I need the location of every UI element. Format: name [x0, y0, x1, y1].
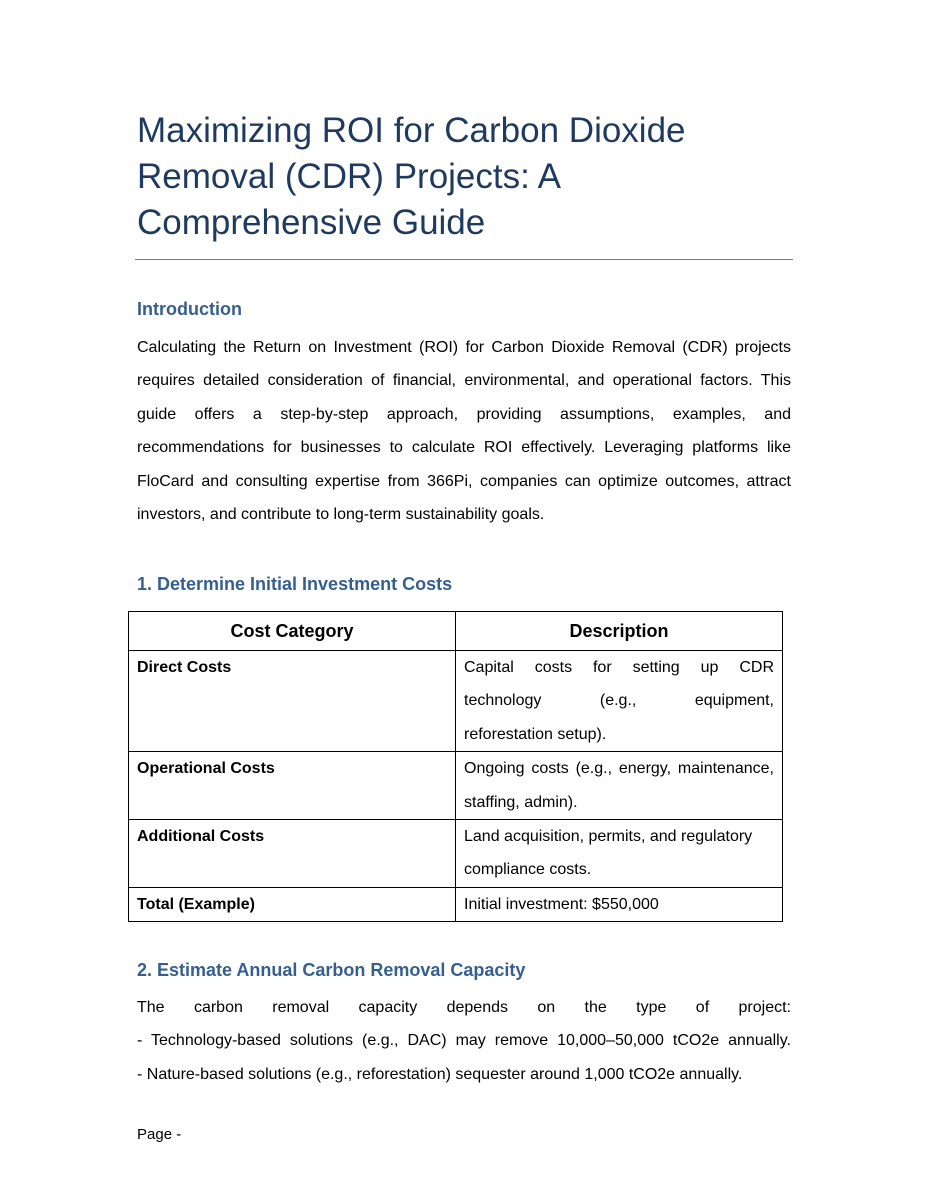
intro-paragraph: [137, 331, 791, 531]
paragraph-line: requires detailed consideration of financial, environmental, and operational factors. This: [137, 372, 791, 390]
cost-category-cell: Total (Example): [129, 887, 456, 921]
table-row: [129, 820, 783, 888]
paragraph-line: - Nature-based solutions (e.g., reforestation) sequester around 1,000 tCO2e annually.: [137, 1065, 743, 1083]
title-line: Maximizing ROI for Carbon Dioxide: [137, 111, 686, 150]
section1-heading: 1. Determine Initial Investment Costs: [137, 574, 453, 594]
cell-line: staffing, admin).: [464, 793, 578, 811]
cell-line: compliance costs.: [464, 861, 592, 879]
cell-line: Ongoing costs (e.g., energy, maintenance,: [464, 760, 774, 778]
description-cell: [456, 820, 783, 888]
cost-category-cell: Additional Costs: [129, 820, 456, 888]
title-line: Comprehensive Guide: [137, 203, 486, 242]
cell-line: Land acquisition, permits, and regulatory: [464, 828, 753, 846]
cell-line: Initial investment: $550,000: [464, 895, 659, 913]
title-line: Removal (CDR) Projects: A: [137, 157, 561, 196]
paragraph-line: recommendations for businesses to calculate ROI effectively. Leveraging platforms like: [137, 439, 791, 457]
section2-heading: 2. Estimate Annual Carbon Removal Capacity: [137, 960, 526, 980]
paragraph-line: - Technology-based solutions (e.g., DAC) may remove 10,000–50,000 tCO2e annually.: [137, 1032, 791, 1050]
table-header-row: [129, 612, 783, 651]
paragraph-line: investors, and contribute to long-term sustainability goals.: [137, 506, 545, 524]
document-title: [137, 108, 797, 246]
cost-category-cell: Operational Costs: [129, 752, 456, 820]
table-row: [129, 752, 783, 820]
paragraph-line: FloCard and consulting expertise from 366Pi, companies can optimize outcomes, attract: [137, 472, 791, 490]
cell-line: reforestation setup).: [464, 725, 607, 743]
description-cell: [456, 651, 783, 752]
intro-heading: Introduction: [137, 299, 242, 319]
cell-line: technology (e.g., equipment,: [464, 692, 774, 710]
table-row: [129, 651, 783, 752]
paragraph-line: guide offers a step-by-step approach, providing assumptions, examples, and: [137, 405, 791, 423]
page-footer: Page -: [137, 1126, 182, 1143]
table-row: [129, 887, 783, 921]
section2-paragraph: [137, 991, 791, 1091]
paragraph-line: The carbon removal capacity depends on the type of project:: [137, 999, 791, 1016]
column-header-cost-category: Cost Category: [129, 612, 456, 651]
cell-line: Capital costs for setting up CDR: [464, 659, 774, 676]
title-divider: [135, 259, 793, 260]
column-header-description: Description: [456, 612, 783, 651]
cost-category-cell: Direct Costs: [129, 651, 456, 752]
description-cell: [456, 752, 783, 820]
cost-table: [128, 611, 783, 922]
paragraph-line: Calculating the Return on Investment (ROI) for Carbon Dioxide Removal (CDR) projects: [137, 339, 791, 356]
description-cell: [456, 887, 783, 921]
